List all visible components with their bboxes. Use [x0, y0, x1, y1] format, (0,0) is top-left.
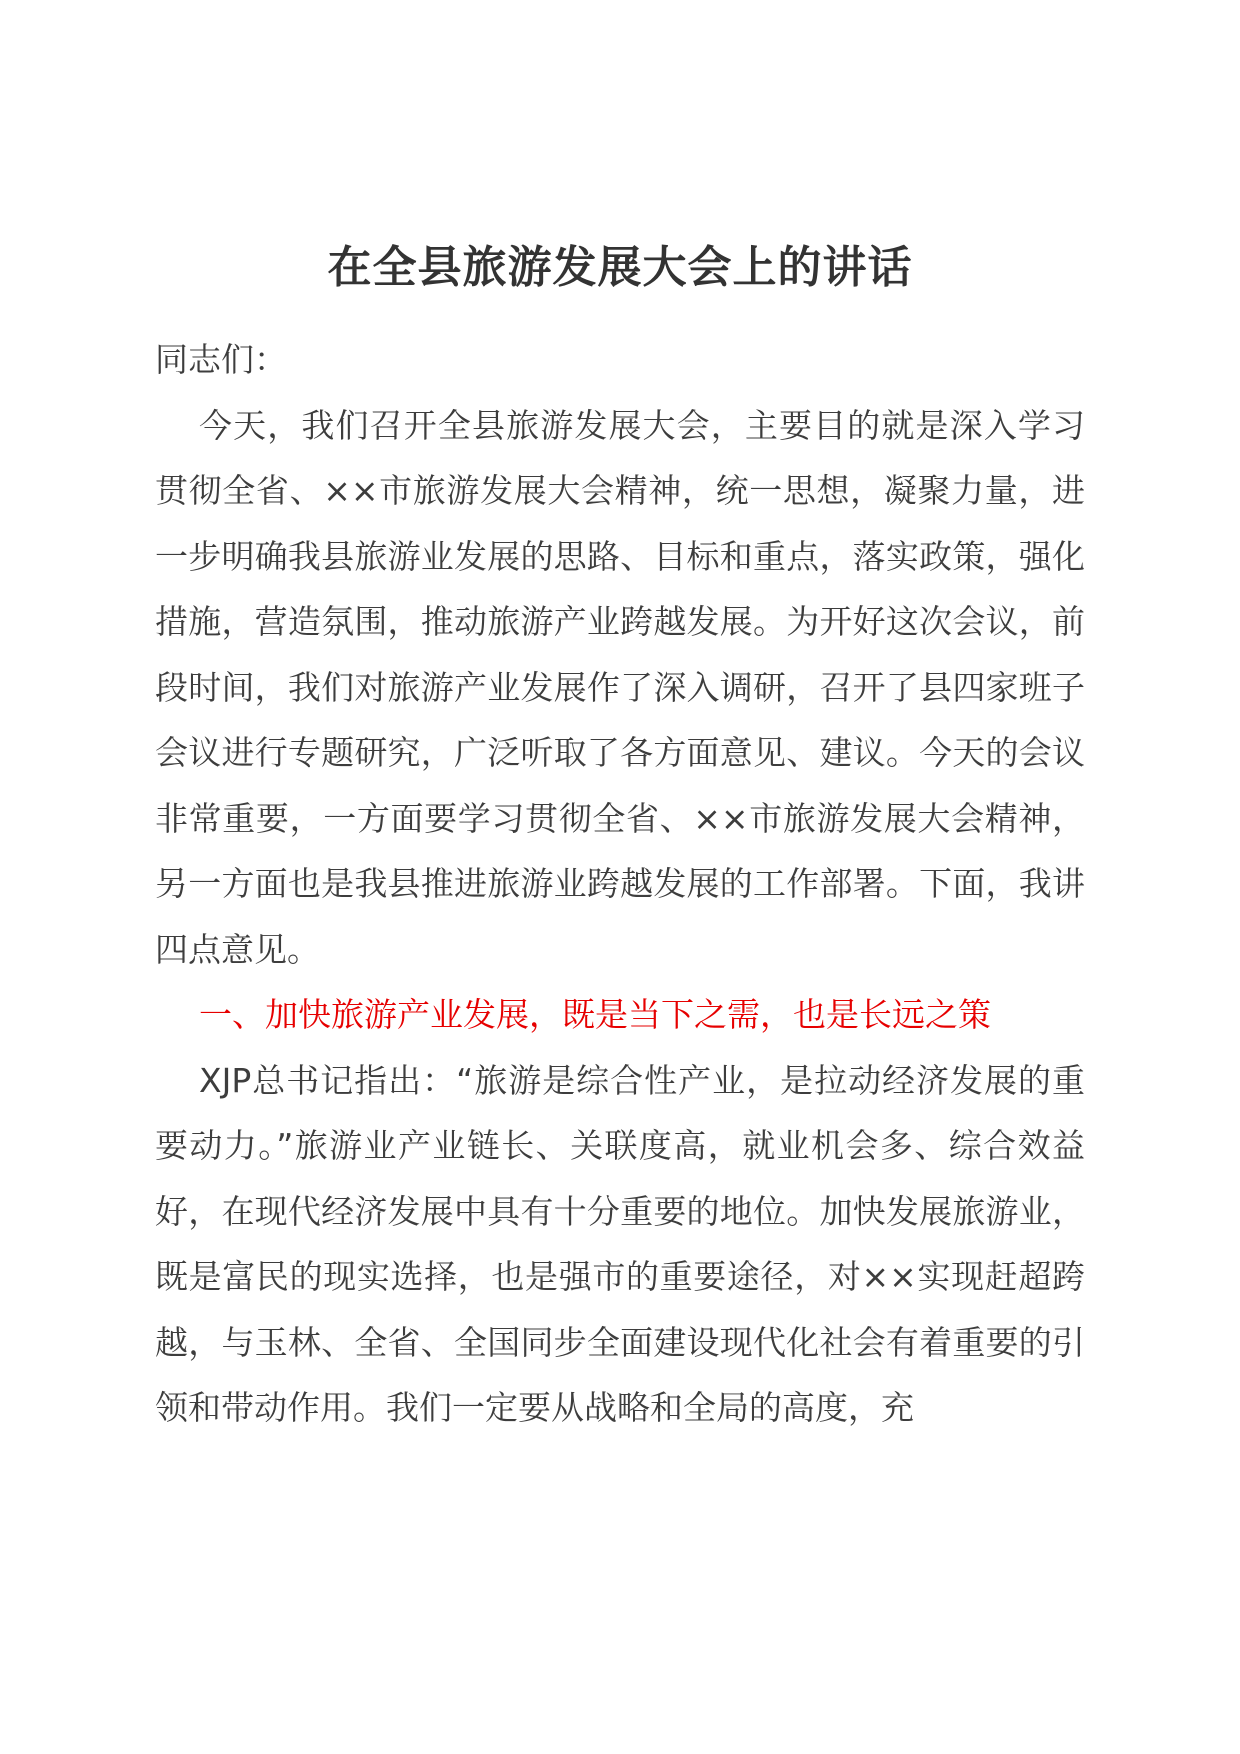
salutation: 同志们： [155, 340, 287, 379]
section-heading-1: 一、加快旅游产业发展，既是当下之需，也是长远之策 [199, 995, 991, 1034]
document-body [155, 327, 1085, 1441]
paragraph-intro: 今天，我们召开全县旅游发展大会，主要目的就是深入学习贯彻全省、××市旅游发展大会精神，统一思想，凝聚力量，进一步明确我县旅游业发展的思路、目标和重点，落实政策，强化措施，营造氛围，推动旅游产业跨越发展。为开好这次会议，前段时间，我们对旅游产业发展作了深入调研，召开了县四家班子会议进行专题研究，广泛听取了各方面意见、建议。今天的会议非常重要，一方面要学习贯彻全省、××市旅游发展大会精神，另一方面也是我县推进旅游业跨越发展的工作部署。下面，我讲四点意见。 [155, 405, 1085, 969]
document-title: 在全县旅游发展大会上的讲话 [327, 242, 913, 293]
paragraph-section-1: XJP总书记指出：“旅游是综合性产业，是拉动经济发展的重要动力。”旅游业产业链长、关联度高，就业机会多、综合效益好，在现代经济发展中具有十分重要的地位。加快发展旅游业，既是富民的现实选择，也是强市的重要途径，对××实现赶超跨越，与玉林、全省、全国同步全面建设现代化社会有着重要的引领和带动作用。我们一定要从战略和全局的高度，充 [155, 1060, 1085, 1427]
